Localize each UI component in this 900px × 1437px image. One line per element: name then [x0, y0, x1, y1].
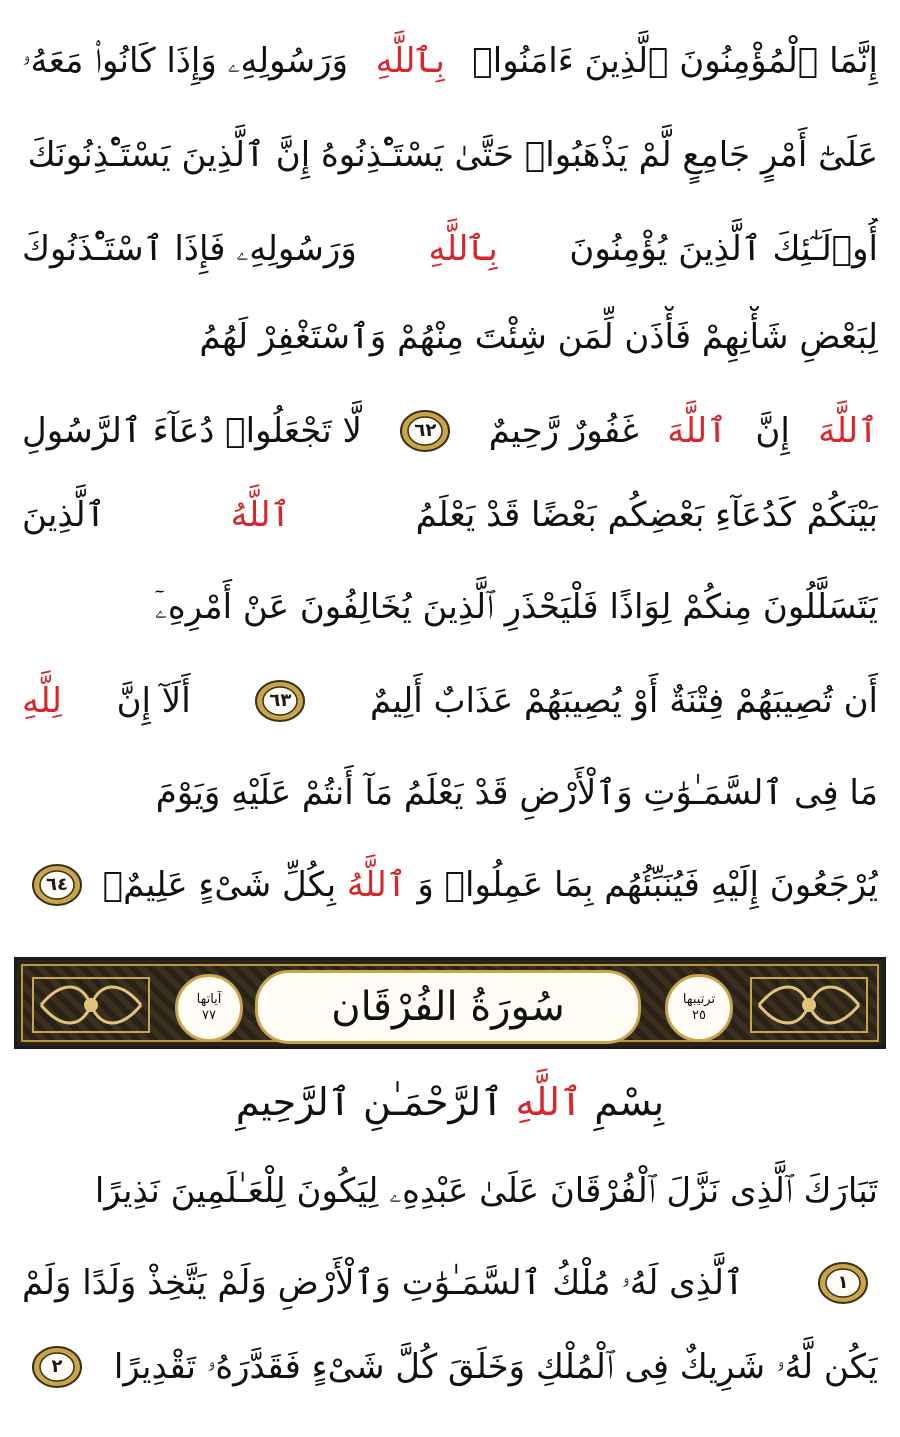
divine-name-text: ٱللَّهَ: [818, 411, 878, 451]
surah-name-cartouche: [255, 970, 641, 1044]
verse-line: [22, 670, 878, 732]
verse-text: يُرْجَعُونَ إِلَيْهِ فَيُنَبِّئُهُم بِمَا عَمِلُوا۟ وَ: [417, 865, 878, 905]
surah-ayat-label: آياتها: [196, 992, 222, 1007]
verse-text: إِنَّمَا ٱلْمُؤْمِنُونَ ٱلَّذِينَ ءَامَنُوا۟: [472, 41, 878, 81]
surah-order-medallion: [665, 974, 733, 1042]
divine-name-text: ٱللَّهَ: [667, 411, 727, 451]
verse-line: [22, 30, 878, 92]
divine-name-text: لِلَّهِ: [22, 681, 62, 721]
basmala: [0, 1080, 900, 1140]
verse-line: [22, 854, 878, 916]
ayah-end-marker-icon: [30, 1343, 84, 1391]
verse-line: [22, 1160, 878, 1222]
verse-line: [22, 124, 878, 186]
verse-text: غَفُورٌ رَّحِيمٌ: [488, 411, 639, 451]
verse-text: إِنَّ: [755, 411, 790, 451]
basmala-pre: بِسْمِ: [582, 1080, 665, 1124]
surah-name: سُورَةُ الفُرْقَان: [331, 984, 565, 1030]
verse-line: [22, 306, 878, 368]
surah-order-label: ترتيبها: [682, 992, 716, 1007]
verse-text: مَا فِى ٱلسَّمَـٰوَٰتِ وَٱلْأَرْضِ قَدْ يَعْلَمُ مَآ أَنتُمْ عَلَيْهِ وَيَوْمَ: [155, 773, 878, 813]
ayah-end-marker-icon: [30, 861, 84, 909]
ayah-number: ٦٢: [414, 420, 437, 441]
ayah-number: ٦٤: [46, 874, 68, 895]
verse-text: يَكُن لَّهُۥ شَرِيكٌ فِى ٱلْمُلْكِ وَخَلَقَ كُلَّ شَىْءٍ فَقَدَّرَهُۥ تَقْدِيرًا: [113, 1347, 878, 1387]
verse-line: [22, 762, 878, 824]
ayah-number: ٢: [51, 1356, 63, 1377]
divine-name-text: بِٱللَّهِ: [428, 229, 498, 269]
verse-text: تَبَارَكَ ٱلَّذِى نَزَّلَ ٱلْفُرْقَانَ عَلَىٰ عَبْدِهِۦ لِيَكُونَ لِلْعَـٰلَمِينَ نَذِيرًا: [94, 1171, 878, 1211]
divine-name-text: ٱللَّهُ: [230, 495, 291, 535]
divine-name-text: ٱللَّهُ: [346, 865, 407, 905]
surah-ayat-value: ٧٧: [202, 1008, 216, 1023]
verse-text: أَن تُصِيبَهُمْ فِتْنَةٌ أَوْ يُصِيبَهُمْ عَذَابٌ أَلِيمٌ: [370, 681, 878, 721]
ayah-number: ٦٣: [269, 690, 292, 711]
arabesque-ornament-right-icon: [749, 976, 869, 1034]
verse-line: [22, 400, 878, 462]
verse-text: أُو۟لَـٰٓئِكَ ٱلَّذِينَ يُؤْمِنُونَ: [569, 229, 878, 269]
verse-text: ٱلَّذِينَ: [22, 495, 106, 535]
verse-text: بَيْنَكُمْ كَدُعَآءِ بَعْضِكُم بَعْضًا قَدْ يَعْلَمُ: [415, 495, 878, 535]
verse-text: بِكُلِّ شَىْءٍ عَلِيمٌۢ: [102, 865, 337, 905]
surah-order-value: ٢٥: [692, 1008, 706, 1023]
basmala-allah: ٱللَّهِ: [515, 1080, 583, 1124]
verse-line: [22, 218, 878, 280]
verse-line: [22, 484, 878, 546]
surah-ayat-medallion: [175, 974, 243, 1042]
ayah-number: ١: [837, 1272, 849, 1293]
verse-text: وَرَسُولِهِۦ وَإِذَا كَانُوا۟ مَعَهُۥ: [22, 41, 348, 81]
ayah-end-marker-icon: [816, 1259, 870, 1307]
ayah-end-marker-icon: [253, 677, 307, 725]
verse-text: أَلَآ إِنَّ: [116, 681, 191, 721]
verse-line: [22, 1252, 878, 1314]
verse-text: لَّا تَجْعَلُوا۟ دُعَآءَ ٱلرَّسُولِ: [22, 411, 362, 451]
ayah-end-marker-icon: [398, 407, 452, 455]
verse-line: [22, 576, 878, 638]
verse-text: عَلَىٰٓ أَمْرٍ جَامِعٍ لَّمْ يَذْهَبُوا۟ حَتَّىٰ يَسْتَـْٔذِنُوهُ إِنَّ ٱلَّذِينَ يَسْتَـْٔذِنُونَكَ: [27, 135, 878, 175]
surah-header-banner: [14, 957, 886, 1049]
verse-text: ٱلَّذِى لَهُۥ مُلْكُ ٱلسَّمَـٰوَٰتِ وَٱلْأَرْضِ وَلَمْ يَتَّخِذْ وَلَدًا وَلَمْ: [22, 1263, 744, 1303]
verse-text: لِبَعْضِ شَأْنِهِمْ فَأْذَن لِّمَن شِئْتَ مِنْهُمْ وَٱسْتَغْفِرْ لَهُمُ: [199, 317, 878, 357]
verse-text: يَتَسَلَّلُونَ مِنكُمْ لِوَاذًا فَلْيَحْذَرِ ٱلَّذِينَ يُخَالِفُونَ عَنْ أَمْرِهِۦٓ: [154, 587, 878, 627]
basmala-post: ٱلرَّحْمَـٰنِ ٱلرَّحِيمِ: [235, 1080, 516, 1124]
arabesque-ornament-left-icon: [31, 976, 151, 1034]
verse-line: [22, 1336, 878, 1398]
divine-name-text: بِٱللَّهِ: [375, 41, 445, 81]
verse-text: وَرَسُولِهِۦ فَإِذَا ٱسْتَـْٔذَنُوكَ: [22, 229, 357, 269]
